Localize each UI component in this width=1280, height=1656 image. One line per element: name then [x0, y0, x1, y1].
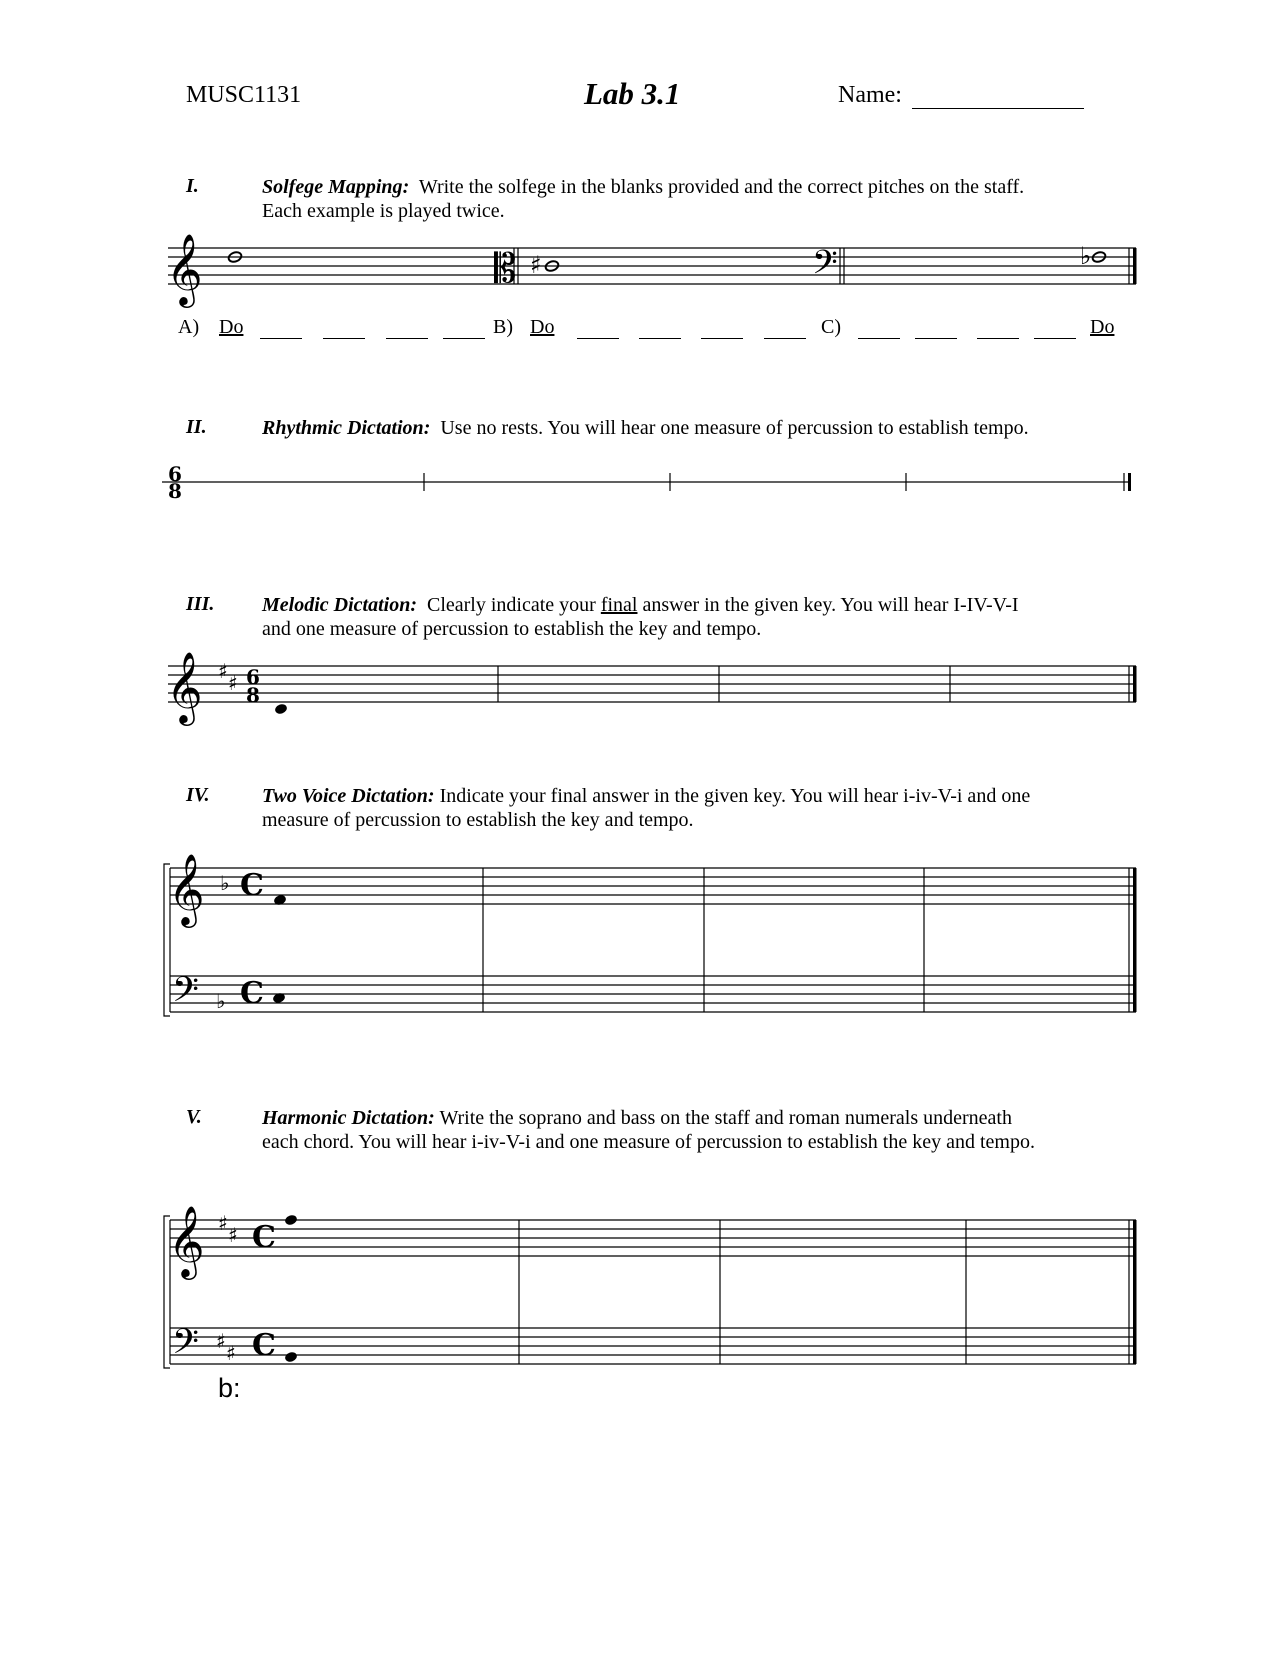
bass-clef-icon: 𝄢 — [172, 969, 200, 1018]
alto-clef-icon: 𝄡 — [494, 246, 517, 292]
solfege-row — [178, 316, 199, 339]
section-4-grand-staff — [0, 850, 1280, 1020]
common-time-icon: C — [240, 868, 264, 903]
common-time-icon: C — [240, 976, 264, 1011]
common-time-icon: C — [252, 1220, 276, 1255]
solfege-c-do: Do — [1090, 316, 1115, 338]
section-4-instructions: Two Voice Dictation: Indicate your final answer in the given key. You will hear i-iv-V-i and one measure of percussion to establish the key and tempo. — [262, 785, 1031, 831]
blank-b-3[interactable] — [701, 320, 743, 339]
page-title: Lab 3.1 — [584, 76, 681, 111]
course-code: MUSC1131 — [186, 82, 302, 108]
section-1-staff — [0, 230, 1280, 320]
sharp-icon: ♯ — [218, 659, 228, 683]
section-3-staff — [0, 648, 1280, 738]
section-3-instructions: Melodic Dictation: Clearly indicate your final answer in the given key. You will hear I-IV-V-I and one measure of percussion to establish the key and tempo. — [262, 594, 1019, 640]
sharp-icon: ♯ — [216, 1329, 226, 1353]
time-signature-top: 6 — [246, 665, 260, 689]
section-2-instructions: Rhythmic Dictation: Use no rests. You will hear one measure of percussion to establish tempo. — [262, 417, 1029, 439]
bass-clef-icon: 𝄢 — [172, 1321, 200, 1370]
treble-clef-icon: 𝄞 — [166, 650, 203, 723]
common-time-icon: C — [252, 1328, 276, 1363]
flat-icon: ♭ — [220, 871, 230, 895]
flat-icon: ♭ — [216, 989, 226, 1013]
blank-b-1[interactable] — [577, 320, 619, 339]
section-1-numeral: I. — [186, 175, 199, 197]
section-2-numeral: II. — [186, 416, 207, 438]
section-5-instructions: Harmonic Dictation: Write the soprano and bass on the staff and roman numerals underneath each chord. You will hear i-iv-V-i and one measure of percussion to establish the key and tempo. — [262, 1107, 1035, 1153]
sharp-icon: ♯ — [228, 1223, 238, 1247]
starting-note-bass — [284, 1351, 298, 1364]
sharp-icon: ♯ — [226, 1341, 236, 1365]
blank-b-4[interactable] — [764, 320, 806, 339]
blank-c-4[interactable] — [1034, 320, 1076, 339]
name-field[interactable] — [912, 86, 1084, 109]
blank-c-2[interactable] — [915, 320, 957, 339]
key-label: b: — [218, 1373, 241, 1403]
section-5-grand-staff — [0, 1202, 1280, 1372]
blank-b-2[interactable] — [639, 320, 681, 339]
blank-a-2[interactable] — [323, 320, 365, 339]
section-1-instructions: Solfege Mapping: Write the solfege in the blanks provided and the correct pitches on the staff. Each example is played twice. — [262, 176, 1025, 222]
section-3-numeral: III. — [186, 593, 215, 615]
starting-note — [274, 703, 288, 716]
solfege-a-do: Do — [219, 316, 244, 338]
sharp-icon: ♯ — [218, 1211, 228, 1235]
section-2-rhythm-staff — [0, 455, 1280, 515]
label-c: C) — [821, 316, 841, 338]
sharp-icon: ♯ — [228, 671, 238, 695]
time-signature-bottom: 8 — [168, 479, 182, 503]
section-4-numeral: IV. — [186, 784, 210, 806]
blank-a-1[interactable] — [260, 320, 302, 339]
label-a: A) — [178, 316, 200, 338]
treble-clef-icon: 𝄞 — [168, 1204, 205, 1277]
time-signature-bottom: 8 — [246, 683, 260, 707]
flat-icon: ♭ — [1080, 242, 1092, 270]
starting-note-soprano — [284, 1214, 298, 1227]
name-label: Name: — [838, 82, 902, 108]
blank-c-1[interactable] — [858, 320, 900, 339]
blank-c-3[interactable] — [977, 320, 1019, 339]
blank-a-4[interactable] — [443, 320, 485, 339]
treble-clef-icon: 𝄞 — [166, 232, 203, 305]
sharp-icon: ♯ — [530, 251, 542, 279]
treble-clef-icon: 𝄞 — [168, 852, 205, 925]
label-b: B) — [493, 316, 513, 338]
time-signature-top: 6 — [168, 462, 182, 486]
solfege-b-do: Do — [530, 316, 555, 338]
bass-clef-icon: 𝄢 — [812, 244, 838, 290]
section-5-numeral: V. — [186, 1106, 202, 1128]
blank-a-3[interactable] — [386, 320, 428, 339]
